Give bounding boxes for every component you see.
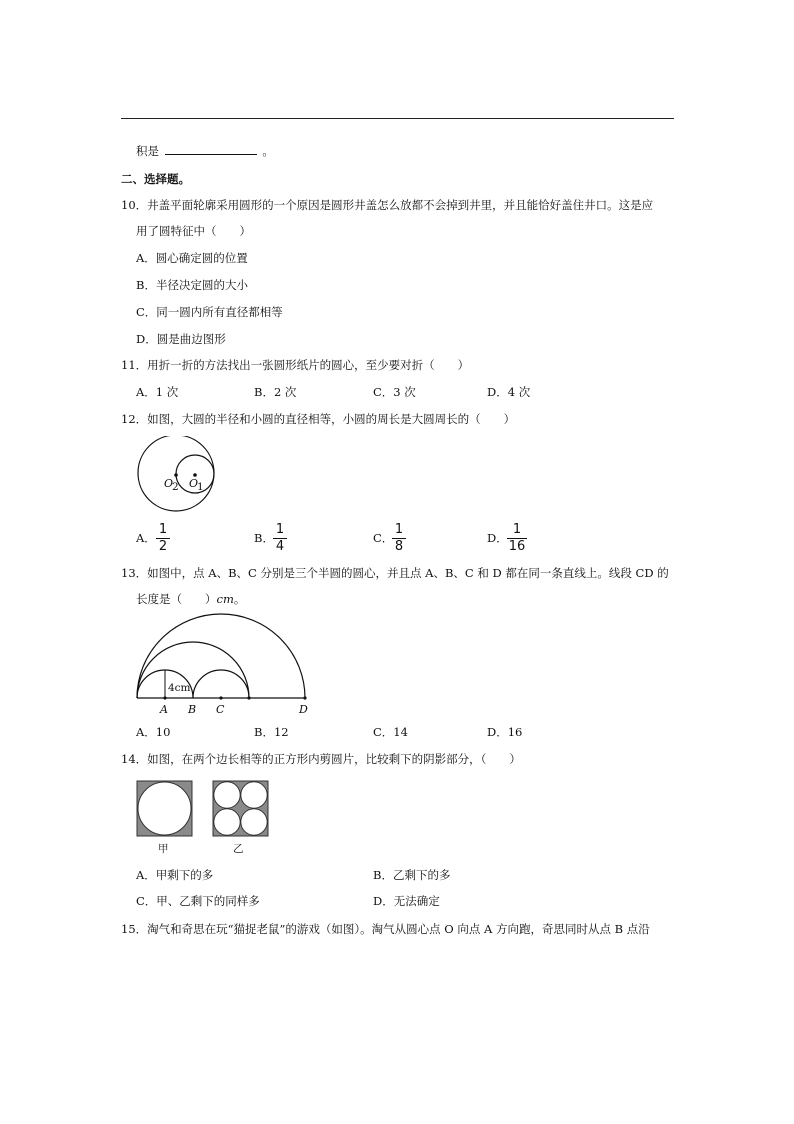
label-o1: O xyxy=(189,477,199,490)
circle-jia xyxy=(138,782,191,835)
answer-blank xyxy=(165,144,257,155)
label-o1-sub: 1 xyxy=(197,481,204,493)
q12-option-c-letter[interactable]: C． xyxy=(373,531,394,545)
circle-yi-1 xyxy=(214,782,240,808)
q13-option-b[interactable]: B．12 xyxy=(254,725,289,739)
q11-option-b[interactable]: B．2 次 xyxy=(254,385,297,399)
point-b-edge xyxy=(247,696,250,699)
q10-stem-line2: 用了圆特征中（ ） xyxy=(136,224,251,238)
q12-option-d-fraction[interactable]: 1 16 xyxy=(508,522,526,554)
dim-label: 4cm xyxy=(168,682,191,694)
q14-option-a[interactable]: A．甲剩下的多 xyxy=(136,868,214,882)
q12-option-b-letter[interactable]: B． xyxy=(254,531,274,545)
q10-option-a[interactable]: A．圆心确定圆的位置 xyxy=(136,251,248,265)
circle-yi-3 xyxy=(214,809,240,835)
q11-option-c[interactable]: C．3 次 xyxy=(373,385,416,399)
q10-stem-line1: 10．井盖平面轮廓采用圆形的一个原因是圆形井盖怎么放都不会掉到井里，并且能恰好盖住井口。这是应 xyxy=(121,198,654,212)
medium-semicircle xyxy=(137,642,249,698)
center-o2 xyxy=(174,473,178,477)
q12-stem: 12．如图，大圆的半径和小圆的直径相等，小圆的周长是大圆周长的（ ） xyxy=(121,412,516,426)
label-jia: 甲 xyxy=(158,843,169,855)
q15-stem-line1: 15．淘气和奇思在玩“猫捉老鼠”的游戏（如图）。淘气从圆心点 O 向点 A 方向跑，奇思同时从点 B 点沿 xyxy=(121,922,650,936)
point-a xyxy=(163,696,166,699)
label-o2: O xyxy=(164,477,174,490)
q10-option-c[interactable]: C．同一圆内所有直径都相等 xyxy=(136,305,283,319)
header-rule xyxy=(121,118,674,119)
q11-stem: 11．用折一折的方法找出一张圆形纸片的圆心，至少要对折（ ） xyxy=(121,358,470,372)
label-o2-sub: 2 xyxy=(172,481,179,493)
q13-stem-line2: 长度是（ ）cm。 xyxy=(136,592,246,606)
large-semicircle xyxy=(137,614,305,698)
section-title: 二、选择题。 xyxy=(121,172,190,186)
q11-option-d[interactable]: D．4 次 xyxy=(487,385,531,399)
q13-option-c[interactable]: C．14 xyxy=(373,725,408,739)
q12-option-c-fraction[interactable]: 1 8 xyxy=(392,523,406,554)
q13-stem-line1: 13．如图中，点 A、B、C 分别是三个半圆的圆心，并且点 A、B、C 和 D 都在同一条直线上。线段 CD 的 xyxy=(121,566,669,580)
point-d xyxy=(303,696,306,699)
q9-tail: 积是 。 xyxy=(136,144,274,158)
q14-stem: 14．如图，在两个边长相等的正方形内剪圆片，比较剩下的阴影部分，（ ） xyxy=(121,752,521,766)
q13-semicircles-figure xyxy=(130,612,320,718)
label-a: A xyxy=(160,703,168,716)
circle-yi-2 xyxy=(241,782,267,808)
q11-option-a[interactable]: A．1 次 xyxy=(136,385,179,399)
q12-option-b-fraction[interactable]: 1 4 xyxy=(273,523,287,554)
small-semicircle-right xyxy=(193,670,249,698)
q14-option-c[interactable]: C．甲、乙剩下的同样多 xyxy=(136,894,260,908)
q14-option-d[interactable]: D．无法确定 xyxy=(373,894,440,908)
q12-circles-figure xyxy=(130,436,230,512)
q13-option-a[interactable]: A．10 xyxy=(136,725,171,739)
q12-option-d-letter[interactable]: D． xyxy=(487,531,508,545)
label-b: B xyxy=(188,703,197,716)
circle-yi-4 xyxy=(241,809,267,835)
q10-option-d[interactable]: D．圆是曲边图形 xyxy=(136,332,226,346)
q12-option-a-letter[interactable]: A． xyxy=(136,531,156,545)
q12-option-a-fraction[interactable]: 1 2 xyxy=(156,523,170,554)
q14-squares-figure xyxy=(136,780,276,856)
label-d: D xyxy=(299,703,308,716)
q14-option-b[interactable]: B．乙剩下的多 xyxy=(373,868,451,882)
label-yi: 乙 xyxy=(233,843,244,855)
q10-option-b[interactable]: B．半径决定圆的大小 xyxy=(136,278,248,292)
q13-option-d[interactable]: D．16 xyxy=(487,725,523,739)
label-c: C xyxy=(216,703,225,716)
point-c xyxy=(219,696,222,699)
